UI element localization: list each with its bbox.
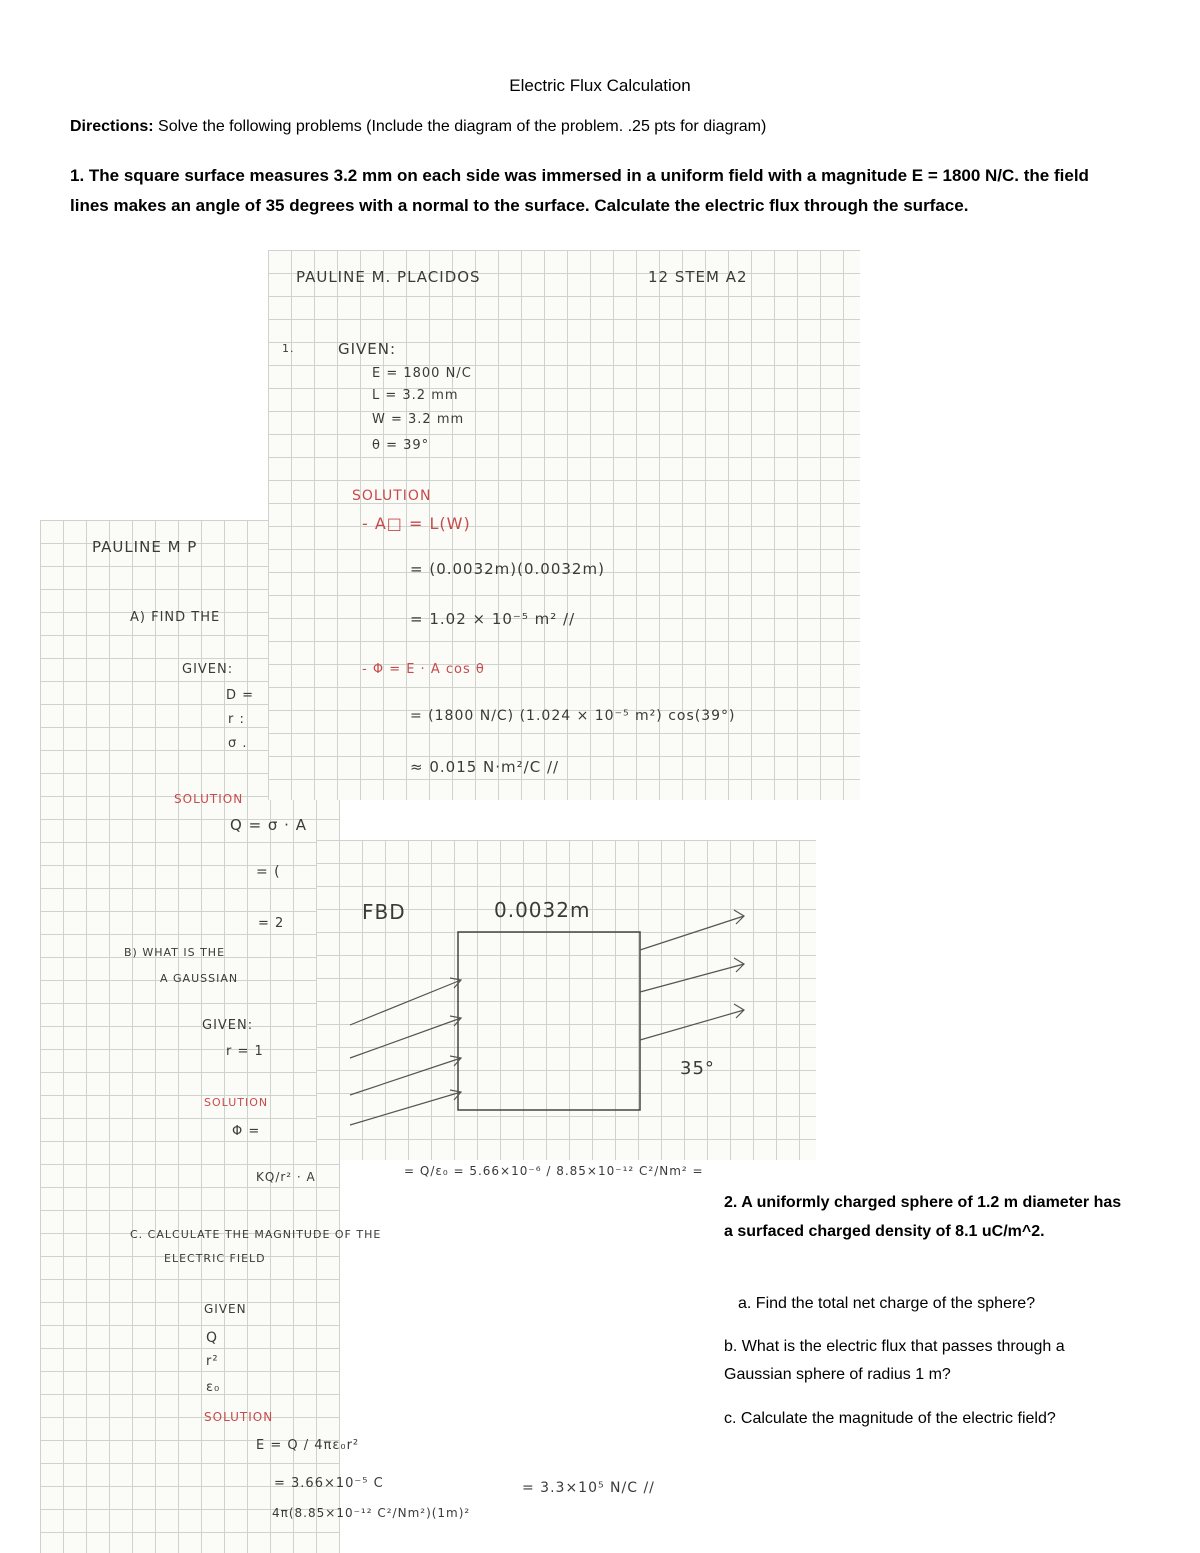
diagram-angle: 35°	[680, 1058, 715, 1079]
directions	[70, 118, 766, 136]
part-c-given: GIVEN	[204, 1302, 247, 1316]
part-b-sol-flux: Φ =	[232, 1124, 261, 1139]
part-b-given-r: r = 1	[226, 1044, 264, 1059]
part-a-given-sigma: σ .	[228, 736, 248, 751]
solution-label-top: SOLUTION	[352, 488, 432, 504]
part-b-sol-kq: KQ/r² · A	[256, 1170, 316, 1184]
part-b-label-2: A GAUSSIAN	[160, 972, 239, 985]
solution-area-substitution: = (0.0032m)(0.0032m)	[410, 560, 605, 578]
part-a-sol-q2: = (	[256, 864, 281, 880]
directions-label: Directions:	[70, 118, 154, 135]
given-w: W = 3.2 mm	[372, 412, 465, 427]
student-section: 12 STEM A2	[648, 268, 748, 286]
solution-flux-formula: - Φ = E · A cos θ	[362, 662, 485, 677]
part-a-given-r: r :	[228, 712, 245, 727]
part-c-sol-eq: E = Q / 4πε₀r²	[256, 1438, 360, 1453]
problem-2c: c. Calculate the magnitude of the electric field?	[724, 1410, 1056, 1427]
part-c-solution: SOLUTION	[204, 1410, 274, 1424]
part-c-sol-den: 4π(8.85×10⁻¹² C²/Nm²)(1m)²	[272, 1506, 471, 1520]
solution-flux-result: ≈ 0.015 N·m²/C //	[410, 758, 560, 776]
part-c-label-2: ELECTRIC FIELD	[164, 1252, 266, 1265]
part-b-given: GIVEN:	[202, 1018, 254, 1033]
field-diagram	[316, 880, 776, 1140]
part-c-given-e: ε₀	[206, 1380, 221, 1395]
part-c-label: C. CALCULATE THE MAGNITUDE OF THE	[130, 1228, 382, 1241]
student-name: PAULINE M. PLACIDOS	[296, 268, 481, 286]
part-a-solution: SOLUTION	[174, 792, 244, 806]
problem-2b: b. What is the electric flux that passes through a Gaussian sphere of radius 1 m?	[724, 1338, 1065, 1383]
given-label-top: GIVEN:	[338, 340, 397, 358]
part-a-given-d: D =	[226, 688, 255, 703]
field-arrows-in	[350, 978, 461, 1125]
part-c-given-r: r²	[206, 1354, 219, 1369]
given-theta: θ = 39°	[372, 438, 430, 453]
part-a-label: A) FIND THE	[130, 610, 221, 625]
given-l: L = 3.2 mm	[372, 388, 459, 403]
part-b-label: B) WHAT IS THE	[124, 946, 226, 959]
diagram-side-length: 0.0032m	[494, 898, 591, 922]
part-a-given: GIVEN:	[182, 662, 234, 677]
problem-2a: a. Find the total net charge of the sphere?	[738, 1295, 1036, 1312]
diagram-label: FBD	[362, 900, 406, 924]
given-e: E = 1800 N/C	[372, 366, 472, 381]
solution-flux-substitution: = (1800 N/C) (1.024 × 10⁻⁵ m²) cos(39°)	[410, 708, 736, 724]
part-c-sol-result: = 3.3×10⁵ N/C //	[522, 1480, 655, 1496]
solution-area-result: = 1.02 × 10⁻⁵ m² //	[410, 610, 576, 628]
part-c-given-q: Q	[206, 1330, 219, 1346]
part-a-sol-q: Q = σ · A	[230, 816, 307, 834]
field-arrows-out	[640, 910, 744, 1040]
part-a-sol-q3: = 2	[258, 916, 285, 931]
directions-text: Solve the following problems (Include the diagram of the problem. .25 pts for diagram)	[153, 118, 767, 135]
left-sheet-name: PAULINE M P	[92, 538, 198, 556]
part-b-solution: SOLUTION	[204, 1096, 269, 1109]
item-number: 1.	[282, 342, 295, 355]
problem-2: 2. A uniformly charged sphere of 1.2 m diameter has a surfaced charged density of 8.1 uC/m^2.	[724, 1194, 1122, 1240]
part-c-sol-num: = 3.66×10⁻⁵ C	[274, 1476, 384, 1491]
solution-area: - A□ = L(W)	[362, 514, 471, 533]
problem-1: 1. The square surface measures 3.2 mm on each side was immersed in a uniform field with a magnitude E = 1800 N/C. the field lines makes an angle of 35 degrees with a normal to the surface. Calculate the electric flux through the surface.	[70, 166, 1089, 215]
document-title: Electric Flux Calculation	[509, 76, 691, 95]
square-surface	[458, 932, 640, 1110]
part-b-sol-eq: = Q/ε₀ = 5.66×10⁻⁶ / 8.85×10⁻¹² C²/Nm² =	[404, 1164, 704, 1178]
